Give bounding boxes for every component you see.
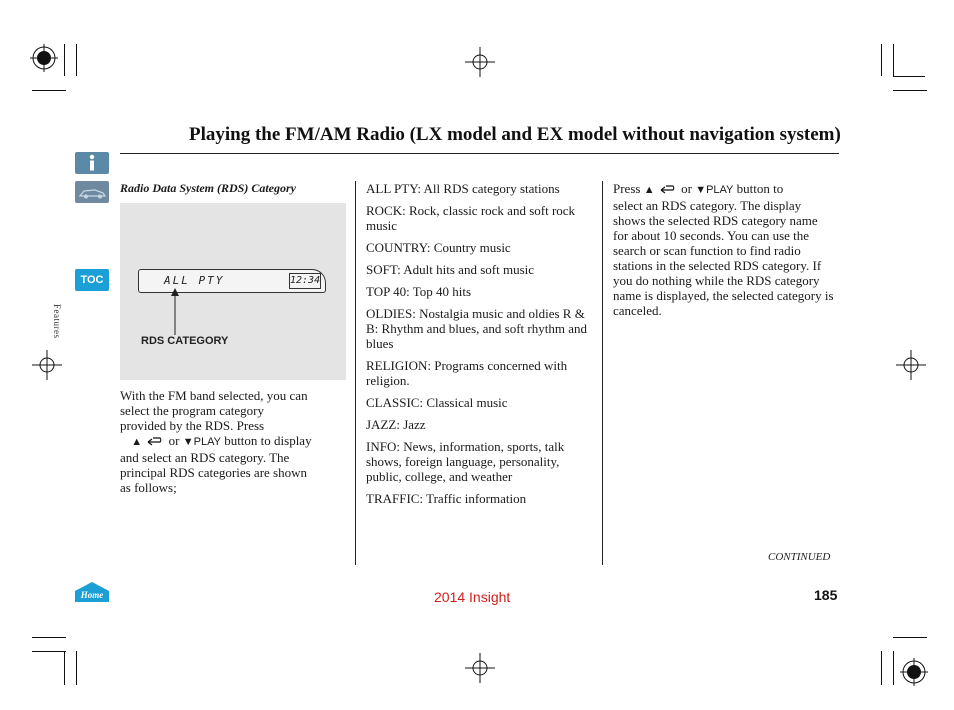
rds-display-diagram [120, 203, 346, 380]
text-line: as follows; [120, 480, 177, 495]
crop-mark [893, 76, 925, 77]
crop-mark [893, 651, 894, 685]
book-title: 2014 Insight [434, 589, 511, 605]
crosshair-icon [896, 350, 926, 380]
list-item: TRAFFIC: Traffic information [366, 491, 527, 506]
text-line: principal RDS categories are shown [120, 465, 308, 480]
crop-mark [893, 637, 927, 638]
car-section-button[interactable] [75, 181, 109, 203]
list-item: INFO: News, information, sports, talk shows, foreign language, personality, public, college, and weather [366, 439, 565, 484]
text-line: select the program category [120, 403, 265, 418]
display-category-text: ALL PTY [164, 274, 225, 287]
title-rule [120, 153, 839, 154]
text-line: With the FM band selected, you can [120, 388, 308, 403]
list-item: ALL PTY: All RDS category stations [366, 181, 560, 196]
callout-arrow-icon [169, 288, 181, 336]
selection-paragraph [613, 181, 835, 318]
rds-category-list [366, 181, 594, 513]
crop-mark [893, 90, 927, 91]
crop-mark [32, 637, 66, 638]
up-button-glyph: ▲ [131, 436, 143, 448]
text-line: and select an RDS category. The [120, 450, 290, 465]
text-fragment: button to display [224, 433, 312, 448]
list-item: OLDIES: Nostalgia music and oldies R & B: Rhythm and blues, and soft rhythm and blues [366, 306, 587, 351]
paragraph-body: select an RDS category. The display shows the selected RDS category name for about 10 seconds. You can use the search or scan function to find radio stations in the selected RDS category. If you do nothing while the RDS category name is displayed, the selected category is canceled. [613, 198, 834, 318]
registration-circle-icon [900, 658, 928, 686]
crop-mark [32, 651, 66, 652]
info-icon [75, 152, 109, 174]
column-divider [602, 181, 603, 565]
car-icon [75, 181, 109, 203]
toc-button[interactable]: TOC [75, 269, 109, 291]
list-item: SOFT: Adult hits and soft music [366, 262, 535, 277]
home-button[interactable] [74, 581, 110, 603]
continued-label: CONTINUED [768, 551, 831, 563]
text-fragment: button to [736, 181, 784, 196]
or-word: or [168, 433, 180, 448]
page-title: Playing the FM/AM Radio (LX model and EX model without navigation system) [189, 124, 841, 145]
text-line [120, 433, 350, 450]
crop-mark [64, 651, 65, 685]
text-line [613, 181, 835, 198]
crop-mark [76, 651, 77, 685]
crop-mark [881, 651, 882, 685]
list-item: COUNTRY: Country music [366, 240, 511, 255]
section-tab-label: Features [52, 304, 62, 339]
crop-mark [76, 44, 77, 76]
play-button-glyph: ▼PLAY [695, 184, 734, 196]
list-item: JAZZ: Jazz [366, 417, 426, 432]
crosshair-icon [465, 653, 495, 683]
info-button[interactable] [75, 152, 109, 174]
home-label: Home [80, 590, 104, 600]
crop-mark [64, 44, 65, 76]
up-button-glyph: ▲ [643, 184, 655, 196]
registration-circle-icon [30, 44, 58, 72]
display-clock: 12:34 [289, 273, 321, 289]
list-item: ROCK: Rock, classic rock and soft rock music [366, 203, 576, 233]
play-button-glyph: ▼PLAY [182, 436, 221, 448]
crop-mark [893, 44, 894, 76]
crop-mark [32, 90, 66, 91]
crop-mark [881, 44, 882, 76]
text-line: provided by the RDS. Press [120, 418, 265, 433]
column-divider [355, 181, 356, 565]
list-item: RELIGION: Programs concerned with religion. [366, 358, 568, 388]
section-heading: Radio Data System (RDS) Category [120, 181, 296, 195]
or-word: or [681, 181, 692, 196]
text-fragment: Press [613, 181, 641, 196]
callout-label: RDS CATEGORY [141, 335, 229, 347]
back-arrow-icon [658, 185, 678, 195]
intro-paragraph [120, 388, 350, 495]
list-item: CLASSIC: Classical music [366, 395, 508, 410]
crosshair-icon [465, 47, 495, 77]
radio-display [138, 269, 326, 293]
list-item: TOP 40: Top 40 hits [366, 284, 472, 299]
page-number: 185 [814, 587, 838, 603]
back-arrow-icon [145, 437, 165, 447]
